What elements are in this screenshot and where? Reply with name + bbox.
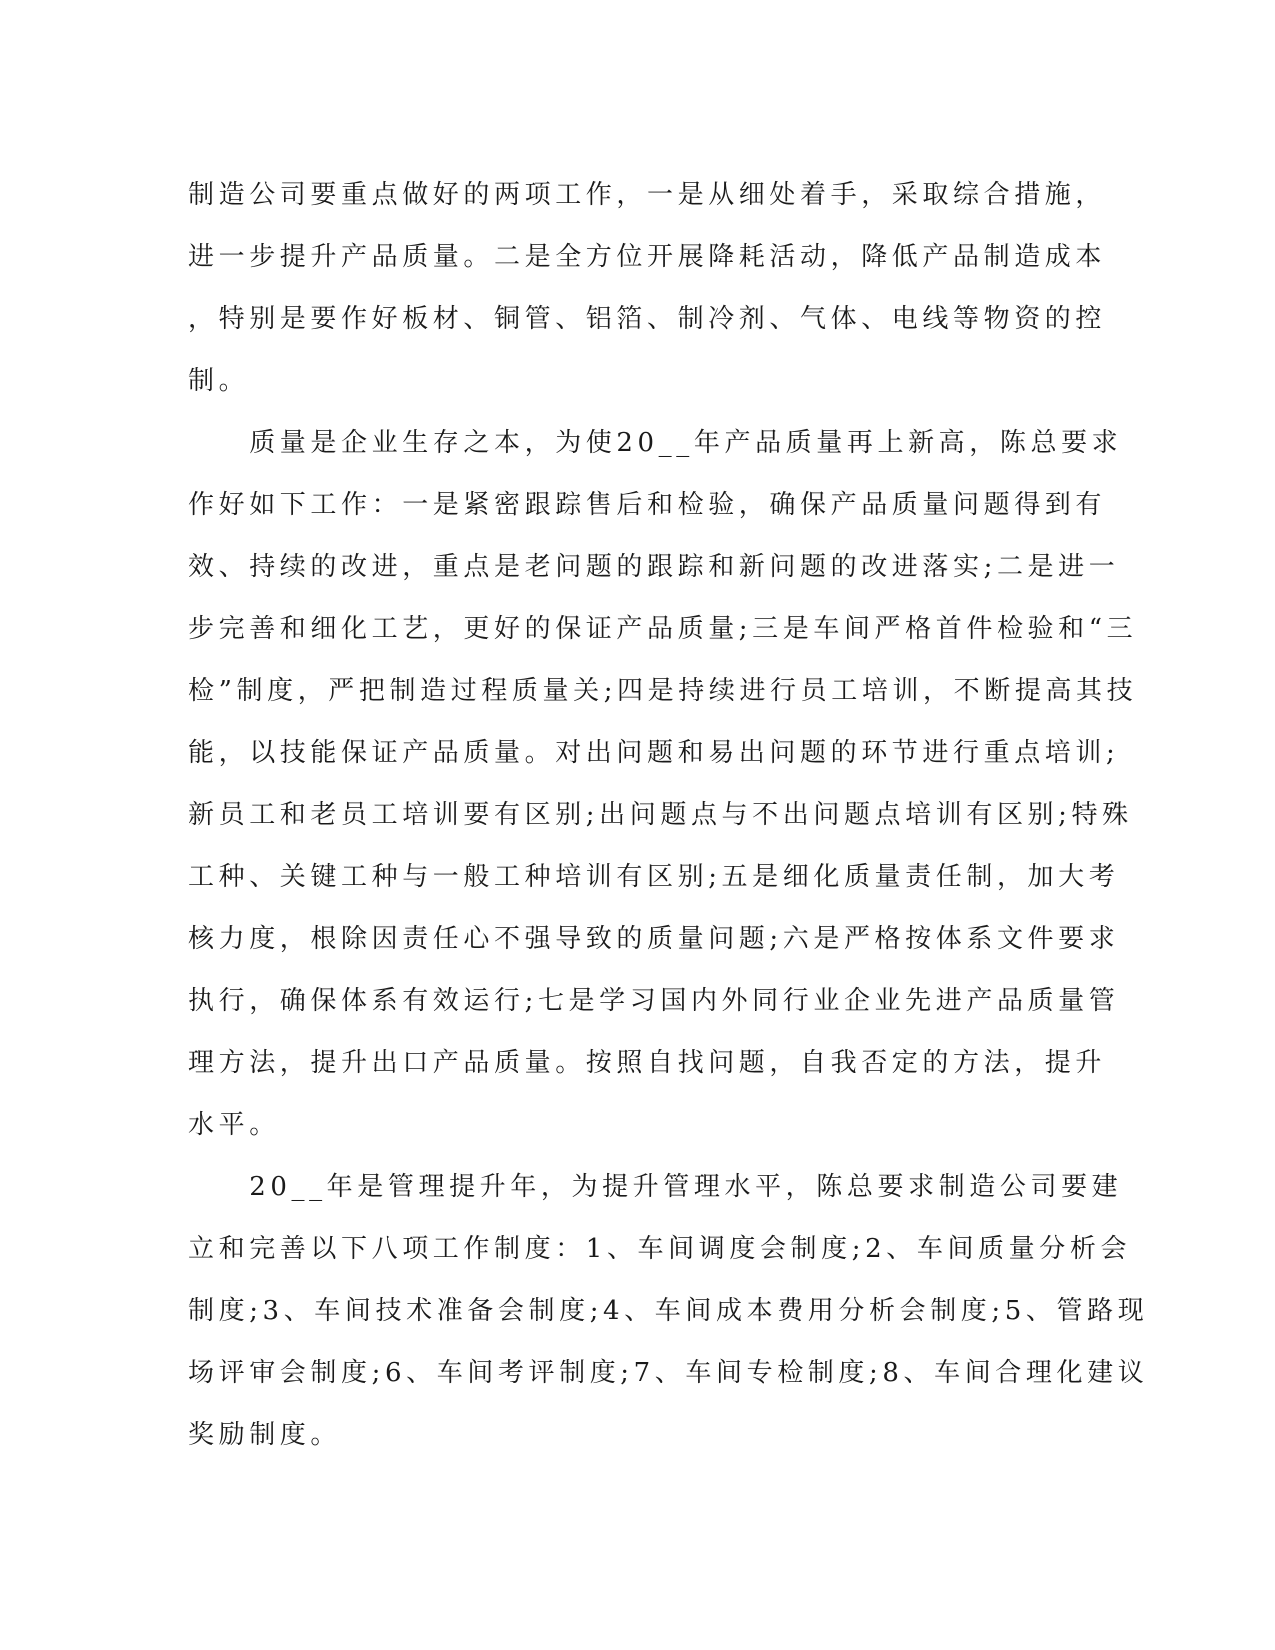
text-line: 制造公司要重点做好的两项工作，一是从细处着手，采取综合措施， xyxy=(188,180,1107,210)
paragraph-2 xyxy=(188,412,1138,1156)
text-line: 20__年是管理提升年，为提升管理水平，陈总要求制造公司要建 xyxy=(188,1172,1123,1202)
text-line: 场评审会制度;6、车间考评制度;7、车间专检制度;8、车间合理化建议 xyxy=(188,1358,1149,1388)
text-line: 新员工和老员工培训要有区别;出问题点与不出问题点培训有区别;特殊 xyxy=(188,800,1133,830)
paragraph-3 xyxy=(188,1156,1149,1466)
text-line: ，特别是要作好板材、铜管、铝箔、制冷剂、气体、电线等物资的控 xyxy=(188,304,1107,334)
text-line: 制度;3、车间技术准备会制度;4、车间成本费用分析会制度;5、管路现 xyxy=(188,1296,1149,1326)
text-line: 工种、关键工种与一般工种培训有区别;五是细化质量责任制，加大考 xyxy=(188,862,1120,892)
text-line: 进一步提升产品质量。二是全方位开展降耗活动，降低产品制造成本 xyxy=(188,242,1107,272)
document-body xyxy=(188,164,1149,1466)
paragraph-1 xyxy=(188,164,1107,412)
text-line: 质量是企业生存之本，为使20__年产品质量再上新高，陈总要求 xyxy=(188,428,1123,458)
text-line: 效、持续的改进，重点是老问题的跟踪和新问题的改进落实;二是进一 xyxy=(188,552,1120,582)
text-line: 立和完善以下八项工作制度：1、车间调度会制度;2、车间质量分析会 xyxy=(188,1234,1132,1264)
text-line: 核力度，根除因责任心不强导致的质量问题;六是严格按体系文件要求 xyxy=(188,924,1120,954)
text-line: 步完善和细化工艺，更好的保证产品质量;三是车间严格首件检验和“三 xyxy=(188,614,1138,644)
text-line: 理方法，提升出口产品质量。按照自找问题，自我否定的方法，提升 xyxy=(188,1048,1107,1078)
text-line: 水平。 xyxy=(188,1110,280,1140)
text-line: 能，以技能保证产品质量。对出问题和易出问题的环节进行重点培训; xyxy=(188,738,1120,768)
text-line: 制。 xyxy=(188,366,250,396)
text-line: 检”制度，严把制造过程质量关;四是持续进行员工培训，不断提高其技 xyxy=(188,676,1138,706)
text-line: 奖励制度。 xyxy=(188,1420,342,1450)
text-line: 作好如下工作：一是紧密跟踪售后和检验，确保产品质量问题得到有 xyxy=(188,490,1107,520)
text-line: 执行，确保体系有效运行;七是学习国内外同行业企业先进产品质量管 xyxy=(188,986,1120,1016)
